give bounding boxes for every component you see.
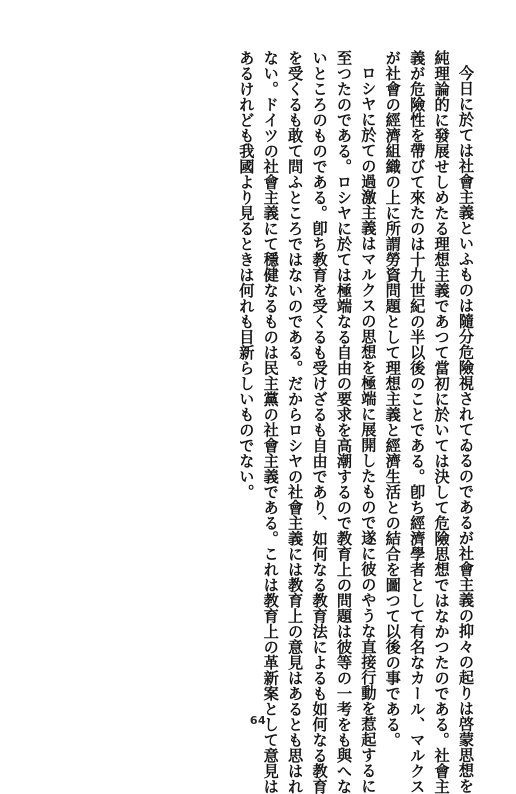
- text-line-3: 義が危險性を帶びて來たのは十九世紀の半以後のことである。卽ち經濟學者として有名なカール、マルクス: [408, 50, 427, 794]
- text-line-6: 至つたのである。ロシヤに於ては極端なる自由の要求を高潮するので教育上の問題は彼等の一考をも與へな: [334, 50, 353, 794]
- text-line-5: ロシヤに於ての過激主義はマルクスの思想を極端に展開したもので遂に彼のやうな直接行動を惹起するに: [359, 65, 378, 794]
- text-line-8: を受くるも敢て問ふところではないのである。だからロシヤの社會主義には教育上の意見はあるとも思はれ: [286, 50, 305, 794]
- text-line-1: 今日に於ては社會主義といふものは隨分危險視されてゐるのであるが社會主義の抑々の起りは啓蒙思想を: [457, 65, 475, 794]
- text-line-9: ない。ドイツの社會主義にて穩健なるものは民主黨の社會主義である。これは教育上の革新案として意見は: [261, 50, 280, 794]
- page-number: 64: [249, 714, 267, 727]
- text-line-2: 純理論的に發展せしめたる理想主義であつて當初に於いては決して危險思想ではなかつたのである。社會主: [432, 50, 451, 794]
- text-line-7: いところのものである。卽ち教育を受くるも受けざるも自由であり、如何なる教育法によるも如何なる教育: [310, 50, 329, 794]
- text-line-10: あるけれども我國より見るときは何れも目新らしいものでない。: [237, 50, 256, 500]
- text-line-4: が社會の經濟組織の上に所謂勞資問題として理想主義と經濟生活との結合を圖つて以後の事である。: [383, 50, 402, 748]
